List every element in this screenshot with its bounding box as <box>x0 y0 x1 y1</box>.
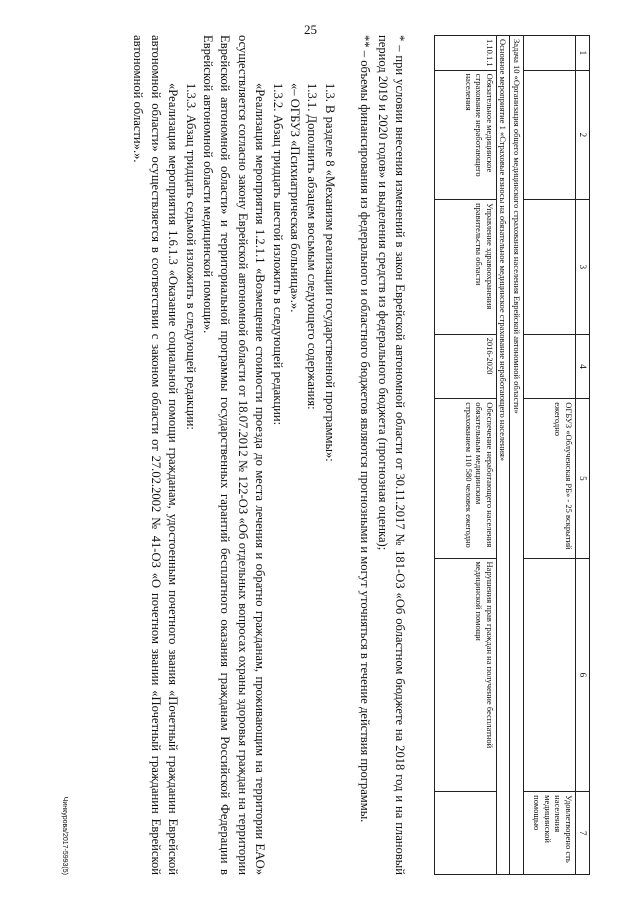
table-cell <box>524 36 576 71</box>
table-cell <box>524 558 576 792</box>
column-header: 2 <box>576 70 590 199</box>
document-code: Чинкурова/2017-5993(5) <box>61 796 68 875</box>
paragraph: «Реализация мероприятия 1.6.1.3 «Оказание социальной помощи гражданам, удостоенным почетного звания «Почетный гражданин Еврейской автономной области» осуществляется в соответствии с законом области от 27.02.2002 № 41-ОЗ «О почетном звании «Почетный гражданин Еврейской автономной области».». <box>131 35 181 875</box>
table-cell: 2016-2020 <box>435 334 497 399</box>
paragraph: 1.3. В разделе 8 «Механизм реализации государственной программы»: <box>322 83 337 462</box>
table-row <box>524 36 576 875</box>
table-cell: Нарушения прав граждан на получение бесплатной медицинской помощи <box>435 558 497 792</box>
column-header: 1 <box>576 36 590 71</box>
task-row <box>510 36 524 875</box>
column-header: 6 <box>576 558 590 792</box>
paragraph: 1.3.3. Абзац тридцать седьмой изложить в следующей редакции: <box>183 83 198 430</box>
table-cell <box>435 792 497 875</box>
rotated-page-content <box>50 35 590 875</box>
paragraph: 1.3.1. Дополнить абзацем восьмым следующего содержания: <box>305 83 320 410</box>
column-header: 5 <box>576 399 590 558</box>
paragraph: 1.3.2. Абзац тридцать шестой изложить в следующей редакции: <box>270 83 285 426</box>
task-title: Задача 10 «Организация общего медицинского страхования населения Еврейской автономной области» <box>510 36 524 875</box>
table-cell <box>524 200 576 334</box>
document-text <box>129 35 408 875</box>
main-measure-row <box>497 36 511 875</box>
table-cell: ОГБУЗ «Облученская РБ» - 25 вскрытий ежегодно <box>524 399 576 558</box>
table-cell: Управление здравоохранения правительства области <box>435 200 497 334</box>
table-cell: Обязательное медицинское страхование неработающего населения <box>435 70 497 199</box>
table-cell: Удовлетворено сть населения медицинской помощью <box>524 792 576 875</box>
table-cell: Обеспечение неработающего населения обязательным медицинским страхованием 110 580 человек ежегодно <box>435 399 497 558</box>
table-header-row <box>576 36 590 875</box>
footnote: * – при условии внесения изменений в закон Еврейской автономной области от 30.11.2017 № 181-ОЗ «Об областном бюджете на 2018 год и на плановый период 2019 и 2020 годов» и выделения средств из федерального бюджета (прогнозная оценка); <box>375 35 407 875</box>
paragraph: «Реализация мероприятия 1.2.1.1 «Возмещение стоимости проезда до места лечения и обратно гражданам, проживающим на территории ЕАО» осуществляется согласно закону Еврейской автономной области от 18.07.2012 № 122-ОЗ «Об отдельных вопросах охраны здоровья граждан на территории Еврейской автономной области» и территориальной программы государственных гарантий бесплатного оказания гражданам Российской Федерации в Еврейской автономной области медицинской помощи». <box>200 35 268 875</box>
page-number: 25 <box>304 22 317 37</box>
program-measures-table <box>434 35 590 875</box>
table-cell <box>524 70 576 199</box>
column-header: 7 <box>576 792 590 875</box>
column-header: 4 <box>576 334 590 399</box>
table-cell: 1.10.1.1 <box>435 36 497 71</box>
table-row <box>435 36 497 875</box>
column-header: 3 <box>576 200 590 334</box>
main-measure-title: Основное мероприятие 1 «Страховые взносы на обязательное медицинское страхование неработающего населения» <box>497 36 511 875</box>
paragraph: «– ОГБУЗ «Психиатрическая больница».». <box>287 83 302 313</box>
table-cell <box>524 334 576 399</box>
footnote: ** – объемы финансирования из федерального и областного бюджетов являются прогнозными и могут уточняться в течение действия программы. <box>358 35 373 823</box>
